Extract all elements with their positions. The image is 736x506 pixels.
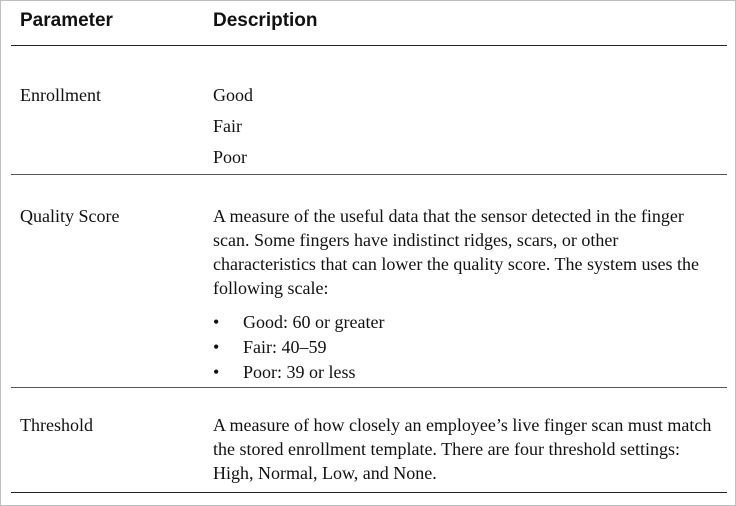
bullet-icon: • <box>213 337 220 357</box>
enrollment-value-fair: Fair <box>213 116 242 136</box>
param-quality-score: Quality Score <box>20 206 120 226</box>
bullet-icon: • <box>213 312 220 332</box>
bullet-text: Fair: 40–59 <box>243 337 327 357</box>
row-divider-2 <box>11 387 727 388</box>
header-rule <box>11 45 727 46</box>
header-parameter: Parameter <box>20 10 113 31</box>
header-description: Description <box>213 10 318 31</box>
enrollment-value-good: Good <box>213 85 253 105</box>
bullet-icon: • <box>213 362 220 382</box>
enrollment-value-poor: Poor <box>213 147 248 167</box>
bullet-text: Poor: 39 or less <box>243 362 356 382</box>
param-threshold: Threshold <box>20 415 93 435</box>
quality-score-description: A measure of the useful data that the sensor detected in the finger scan. Some fingers have indistinct ridges, scars, or other characteristics that can lower the quality score. The system uses the following scale: <box>213 206 699 298</box>
threshold-description: A measure of how closely an employee’s live finger scan must match the stored enrollment template. There are four threshold settings: High, Normal, Low, and None. <box>213 415 712 483</box>
param-enrollment: Enrollment <box>20 85 101 105</box>
bottom-rule <box>11 492 727 493</box>
bullet-text: Good: 60 or greater <box>243 312 385 332</box>
row-divider-1 <box>11 174 727 175</box>
